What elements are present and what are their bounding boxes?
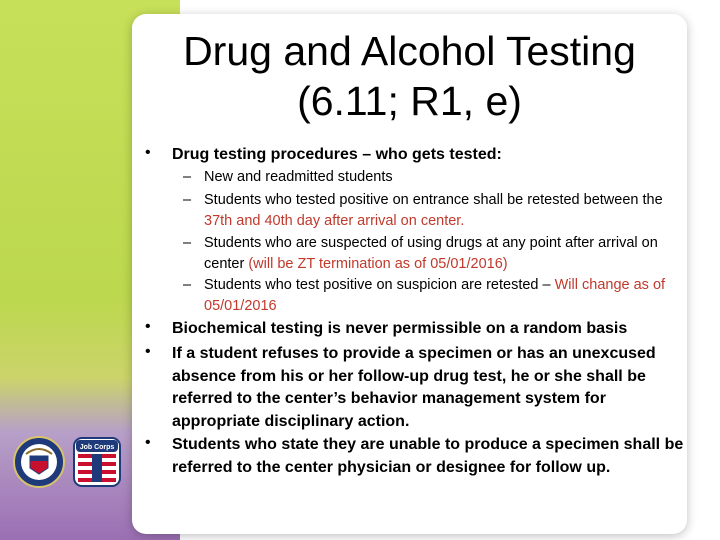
logo-group (12, 432, 124, 492)
bullet-marker: • (145, 318, 151, 335)
sub-bullet-3-text-a: Students who are suspected of using drugs at any point after arrival on center (204, 235, 658, 272)
bullet-1 (145, 144, 685, 167)
bullet-2-text: Biochemical testing is never permissible on a random basis (172, 320, 628, 337)
bullet-3 (145, 343, 685, 433)
sub-bullet-1 (183, 167, 683, 188)
title-line-2: (6.11; R1, e) (297, 78, 522, 124)
job-corps-logo (74, 438, 120, 486)
bullet-marker: • (145, 343, 151, 360)
bullet-3-text: If a student refuses to provide a specimen or has an unexcused absence from his or her follow-up drug test, he or she shall be referred to the center’s behavior management system for appropriate disciplinary action. (172, 345, 656, 430)
sub-bullet-4-highlight: Will change as of 05/01/2016 (204, 277, 666, 314)
sub-bullet-4-text (204, 275, 683, 316)
job-corps-logo-text: Job Corps (79, 444, 115, 451)
dash-marker: – (183, 169, 192, 185)
dash-marker: – (183, 192, 192, 208)
sub-bullet-4 (183, 275, 683, 316)
bullet-4 (145, 434, 685, 479)
sub-bullet-4-text-a: Students who test positive on suspicion are retested – (204, 277, 555, 293)
sub-bullet-1-text: New and readmitted students (204, 169, 393, 185)
sub-bullet-2-highlight: 37th and 40th day after arrival on center. (204, 212, 465, 229)
logos-svg (12, 432, 124, 492)
title-line-1: Drug and Alcohol Testing (183, 28, 636, 74)
department-of-labor-seal-logo (14, 437, 64, 487)
sub-bullet-3 (183, 233, 683, 274)
sub-bullet-2-text-a: Students who tested positive on entrance shall be retested between the (204, 192, 663, 208)
bullet-4-text: Students who state they are unable to produce a specimen shall be referred to the center physician or designee for follow up. (172, 436, 684, 476)
dash-marker: – (183, 235, 192, 251)
slide-title (132, 26, 687, 126)
sub-bullet-3-highlight: (will be ZT termination as of 05/01/2016) (248, 255, 508, 272)
sub-bullet-3-text (204, 233, 683, 274)
bullet-1-text: Drug testing procedures – who gets tested: (172, 146, 502, 163)
bullet-marker: • (145, 434, 151, 451)
dash-marker: – (183, 277, 192, 293)
sub-bullet-2 (183, 190, 683, 231)
bullet-2 (145, 318, 685, 341)
bullet-marker: • (145, 144, 151, 161)
sub-bullet-2-text (204, 190, 683, 231)
